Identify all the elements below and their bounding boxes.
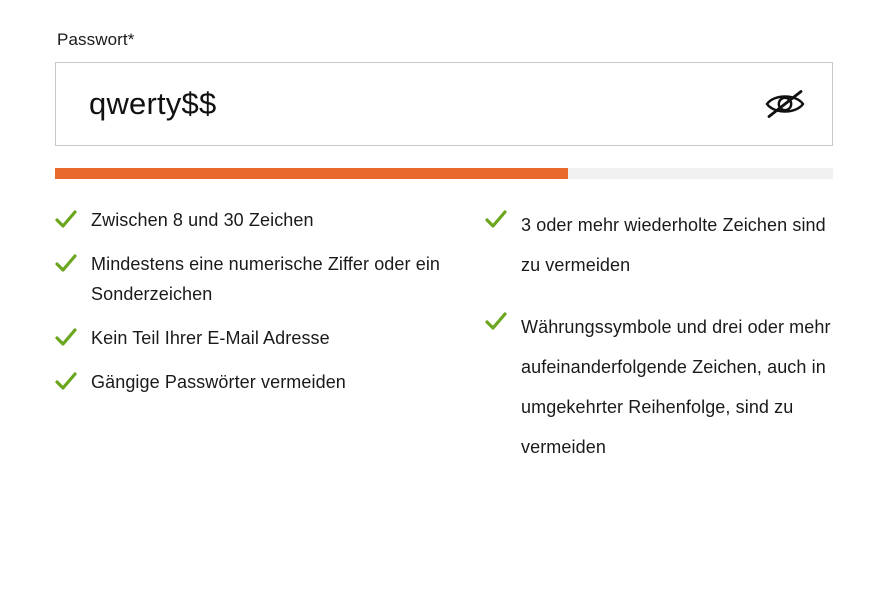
password-rules-column-right: [485, 205, 845, 489]
check-icon: [485, 209, 507, 231]
rule-text: Gängige Passwörter vermeiden: [91, 372, 346, 392]
rule-item: [485, 307, 845, 467]
password-strength-fill: [55, 168, 568, 179]
check-icon: [55, 253, 77, 275]
password-input[interactable]: qwerty$$: [89, 87, 217, 121]
password-field-label: Passwort*: [57, 30, 135, 49]
check-icon: [55, 371, 77, 393]
rule-item: [55, 205, 475, 235]
rule-text: Mindestens eine numerische Ziffer oder ein Sonderzeichen: [91, 254, 441, 304]
rule-item: [485, 205, 845, 285]
rule-text: Währungssymbole und drei oder mehr aufeinanderfolgende Zeichen, auch in umgekehrter Reihenfolge, sind zu vermeiden: [521, 317, 831, 457]
check-icon: [55, 209, 77, 231]
password-strength-bar: [55, 168, 833, 179]
check-icon: [55, 327, 77, 349]
password-rules: [55, 205, 845, 489]
check-icon: [485, 311, 507, 333]
rule-item: [55, 323, 475, 353]
rule-text: Zwischen 8 und 30 Zeichen: [91, 210, 314, 230]
rule-item: [55, 367, 475, 397]
password-input-row[interactable]: [55, 62, 833, 146]
rule-text: Kein Teil Ihrer E-Mail Adresse: [91, 328, 330, 348]
password-rules-column-left: [55, 205, 485, 489]
eye-off-icon[interactable]: [762, 84, 808, 124]
rule-item: [55, 249, 475, 309]
rule-text: 3 oder mehr wiederholte Zeichen sind zu vermeiden: [521, 215, 826, 275]
